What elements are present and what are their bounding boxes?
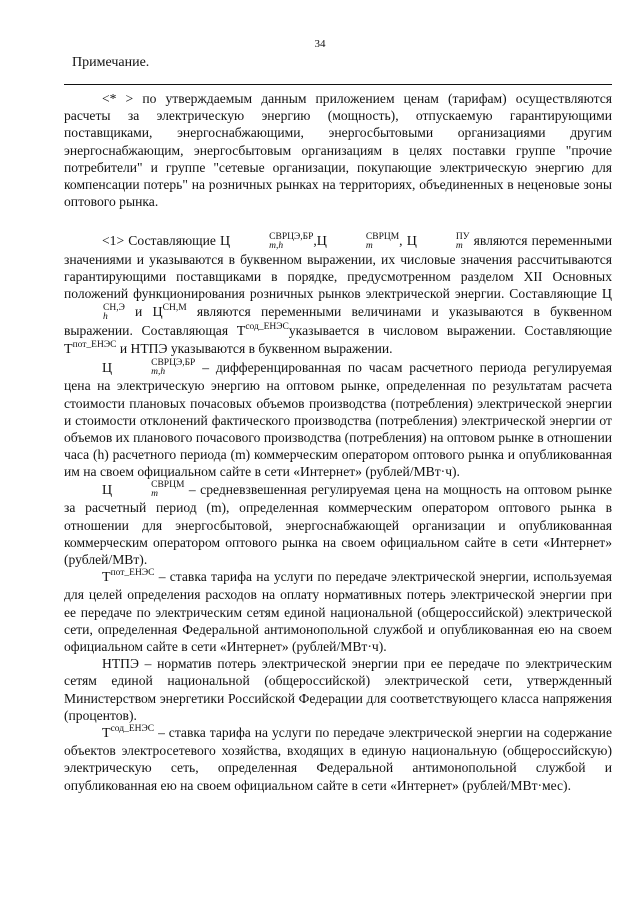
symbol-c-sn-m: $Ц^{СН,М}$: [152, 303, 187, 321]
separator-line: [64, 84, 612, 85]
footnote-star-paragraph: [64, 90, 612, 210]
footnote-one-marker: <1>: [102, 233, 125, 248]
footnote-star: [64, 90, 612, 210]
note-title: Примечание.: [72, 55, 150, 70]
symbol-t-sod-enes: $T^{сод\_ЕНЭС}$: [236, 322, 289, 340]
footnote-star-text: по утверждаемым данным приложением ценам (тарифам) осуществляются расчеты за электрическую энергию (мощность), отпускаемую гарантирующими поставщиками, энергоснабжающими, энергосбытовыми организациями другим энергоснабжающим, энергосбытовым организациям в целях поставки группе "прочие потребители" и группе "сетевые организации, покупающие электрическую энергию для компенсации потерь" на розничных рынках на территориях, объединенных в неценовые зоны оптового рынка.: [64, 91, 612, 210]
page-number: 34: [314, 38, 326, 50]
definition-ntpe: НТПЭ – норматив потерь электрической энергии при ее передаче по электрическим сетям единой национальной (общероссийской) электрической сети, утвержденный Министерством энергетики Российской Федерации для соответствующего класса напряжения (процентов).: [64, 656, 612, 723]
footnote-one-text2: являются переменными величинами и указываются в буквенном выражении. Составляющая: [64, 304, 612, 339]
footnote-one-text4: и НТПЭ указываются в буквенном выражении.: [119, 341, 393, 357]
definition-c-svrce-br: Ц СВРЦЭ,БР m,h – дифференцированная по часам расчетного периода регулируемая цена на электрическую энергию на оптовом рынке, определенная по результатам расчета стоимости плановых почасовых объемов производства (потребления) электрической энергии и стоимости отклонений фактического производства (потребления) электрической энергии от объемов их планового почасового производства (потребления) на оптовом рынке в отношении часа (h) расчетного периода (m) коммерческим оператором оптового рынка и опубликованная им на своем официальном сайте в сети «Интернет» (рублей/МВт·ч).: [64, 358, 612, 480]
symbol-c-sn-e: Ц СН,Э h: [103, 287, 612, 323]
definition-t-pot-enes: $T^{пот\_ЕНЭС}$ – ставка тарифа на услуги по передаче электрической энергии, используемая для целей определения расходов на оплату нормативных потерь электрической энергии при ее передаче по электрическим сетям единой национальной (общероссийской) электрической сети, определенная Федеральной антимонопольной службой и опубликованная ею на своем официальном сайте в сети «Интернет» (рублей/МВт·ч).: [64, 568, 612, 654]
symbol-c-pu: Ц ПУ m: [406, 231, 470, 251]
symbol-t-pot-enes: $T^{пот\_ЕНЭС}$: [64, 340, 117, 358]
footnote-star-marker: <* >: [102, 91, 134, 106]
symbol-c-svrcm: Ц СВРЦМ m: [316, 231, 400, 251]
footnote-one-paragraph: <1> Составляющие Ц СВРЦЭ,БР m,h ,Ц СВРЦМ m , Ц ПУ m являются переменными значениями и указываются в буквенном выражении, их числовые значения рассчитываются гарантирующими поставщиками в порядке, предусмотренном разделом XII Основных положений функционирования розничных рынков электрической энергии. Составляющие Ц СН,Э h и $Ц^{СН,М}$ являются переменными величинами и указываются в буквенном выражении. Составляющая $T^{сод\_ЕНЭС}указывается$ в числовом выражении. Составляющие $T^{пот\_ЕНЭС}$ и НТПЭ указываются в буквенном выражении.: [64, 231, 612, 358]
footnote-one: [64, 232, 612, 794]
definition-c-svrcm: Ц СВРЦМ m – средневзвешенная регулируемая цена на мощность на оптовом рынке за расчетный период (m), определенная коммерческим оператором оптового рынка в отношении для энергосбытовой, энергоснабжающей организации и опубликованная коммерческим оператором оптового рынка на своем официальном сайте в сети «Интернет» (рублей/МВт).: [64, 480, 613, 567]
definition-t-sod-enes: $T^{сод\_ЕНЭС}$ – ставка тарифа на услуги по передаче электрической энергии на содержание объектов электросетевого хозяйства, входящих в единую национальную (общероссийскую) электрическую сеть, определенная Федеральной антимонопольной службой и опубликованная ею на своем официальном сайте в сети «Интернет» (рублей/МВт·мес).: [64, 724, 612, 793]
footnote-one-text3: указывается в числовом выражении. Составляющие: [288, 323, 612, 339]
footnote-one-text1: являются переменными значениями и указываются в буквенном выражении, их числовые значения рассчитываются гарантирующими поставщиками в порядке, предусмотренном разделом XII Основных положений функционирования розничных рынков электрической энергии. Составляющие: [64, 233, 612, 302]
symbol-c-svrce-br: Ц СВРЦЭ,БР m,h: [220, 231, 314, 251]
footnote-one-lead: Составляющие: [128, 233, 216, 248]
